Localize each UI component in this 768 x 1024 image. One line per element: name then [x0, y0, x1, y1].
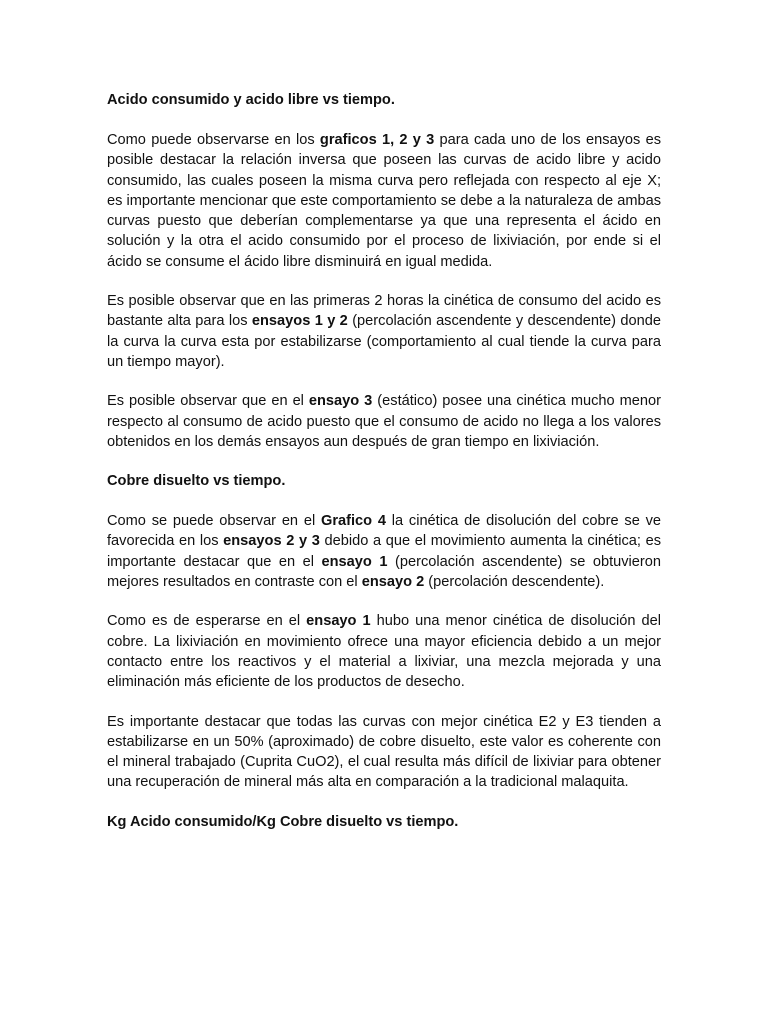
paragraph: Es posible observar que en el ensayo 3 (estático) posee una cinética mucho menor respecto al consumo de acido puesto que el consumo de acido no llega a los valores obtenidos en los demás ensayos aun después de gran tiempo en lixiviación.: [107, 393, 661, 450]
section-heading-cobre: Cobre disuelto vs tiempo.: [107, 473, 286, 490]
paragraph: Como se puede observar en el Grafico 4 la cinética de disolución del cobre se ve favorecida en los ensayos 2 y 3 debido a que el movimiento aumenta la cinética; es importante destacar que en el ensayo 1 (percolación ascendente) se obtuvieron mejores resultados en contraste con el ensayo 2 (percolación descendente).: [107, 513, 662, 591]
paragraph: Como es de esperarse en el ensayo 1 hubo una menor cinética de disolución del cobre. La lixiviación en movimiento ofrece una mayor eficiencia debido a un mejor contacto entre los reactivos y el material a lixiviar, una mezcla mejorada y una eliminación más eficiente de los productos de desecho.: [107, 613, 662, 691]
paragraph: Como puede observarse en los graficos 1, 2 y 3 para cada uno de los ensayos es posible destacar la relación inversa que poseen las curvas de acido libre y acido consumido, las cuales poseen la misma curva pero reflejada con respecto al eje X; es importante mencionar que este comportamiento se debe a la naturaleza de ambas curvas puesto que deberían complementarse ya que una representa el ácido en solución y la otra el acido consumido por el proceso de lixiviación, por ende si el ácido se consume el ácido libre disminuirá en igual medida.: [107, 132, 661, 270]
document-page: [107, 90, 661, 832]
section-heading-acido: Acido consumido y acido libre vs tiempo.: [107, 92, 395, 108]
section-heading-kg-acido: Kg Acido consumido/Kg Cobre disuelto vs tiempo.: [107, 813, 459, 830]
paragraph: Es posible observar que en las primeras 2 horas la cinética de consumo del acido es bastante alta para los ensayos 1 y 2 (percolación ascendente y descendente) donde la curva la curva esta por estabilizarse (comportamiento al cual tiende la curva para un tiempo mayor).: [107, 293, 661, 370]
paragraph: Es importante destacar que todas las curvas con mejor cinética E2 y E3 tienden a estabilizarse en un 50% (aproximado) de cobre disuelto, este valor es coherente con el mineral trabajado (Cuprita CuO2), el cual resulta más difícil de lixiviar para obtener una recuperación de mineral más alta en comparación a la tradicional malaquita.: [107, 713, 661, 791]
